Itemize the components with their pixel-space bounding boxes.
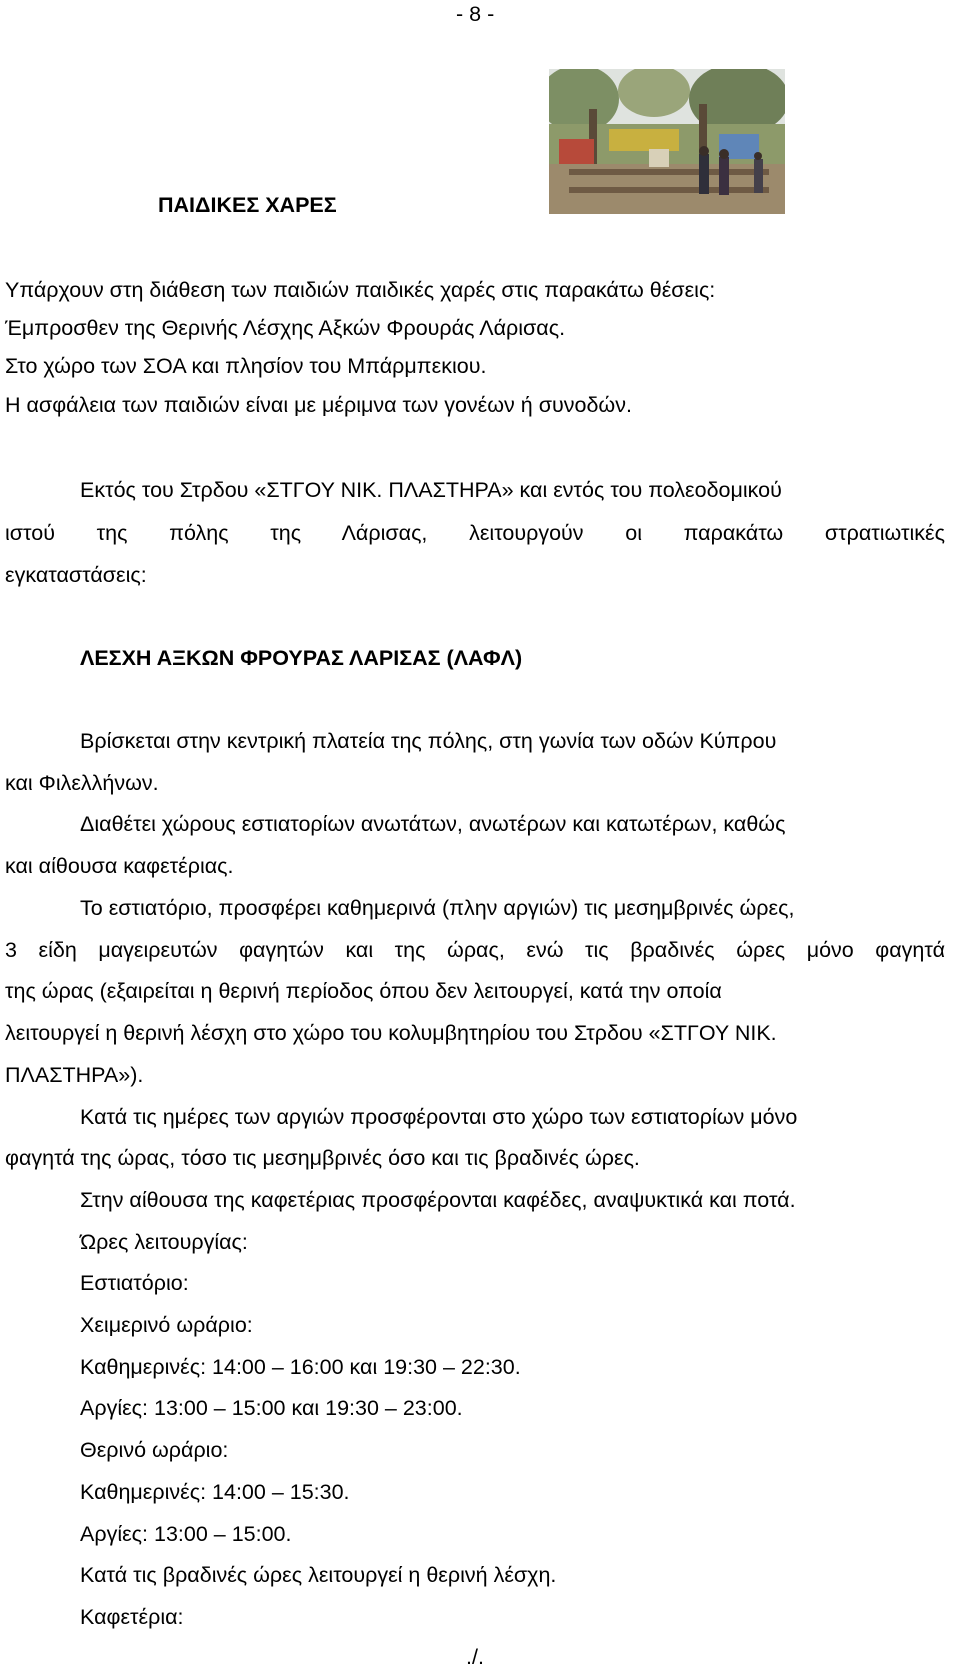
body-line: Καφετέρια: (80, 1605, 184, 1629)
body-line: λειτουργεί η θερινή λέσχη στο χώρο του κολυμβητηρίου του Στρδου «ΣΤΓΟΥ ΝΙΚ. (5, 1021, 777, 1045)
body-line: Το εστιατόριο, προσφέρει καθημερινά (πλην αργιών) τις μεσημβρινές ώρες, (80, 896, 795, 920)
playgrounds-line: Έμπροσθεν της Θερινής Λέσχης Αξκών Φρουράς Λάρισας. (5, 316, 566, 340)
continuation-mark: ./. (466, 1645, 484, 1669)
body-line: Χειμερινό ωράριο: (80, 1313, 253, 1337)
body-line: Αργίες: 13:00 – 15:00 και 19:30 – 23:00. (80, 1396, 463, 1420)
body-line: Αργίες: 13:00 – 15:00. (80, 1522, 292, 1546)
playground-photo (549, 69, 785, 214)
body-line: Βρίσκεται στην κεντρική πλατεία της πόλης, στη γωνία των οδών Κύπρου (80, 729, 777, 753)
body-line: Κατά τις ημέρες των αργιών προσφέρονται στο χώρο των εστιατορίων μόνο (80, 1105, 798, 1129)
body-line: Θερινό ωράριο: (80, 1438, 229, 1462)
body-line: φαγητά της ώρας, τόσο τις μεσημβρινές όσο και τις βραδινές ώρες. (5, 1146, 640, 1170)
body-line: ΠΛΑΣΤΗΡΑ»). (5, 1063, 144, 1087)
heading-playgrounds: ΠΑΙΔΙΚΕΣ ΧΑΡΕΣ (158, 193, 337, 217)
body-line: και αίθουσα καφετέριας. (5, 854, 234, 878)
intro-line: εγκαταστάσεις: (5, 563, 147, 587)
body-line: 3 είδη μαγειρευτών φαγητών και της ώρας, ενώ τις βραδινές ώρες μόνο φαγητά (5, 938, 945, 962)
body-line: Εστιατόριο: (80, 1271, 189, 1295)
body-line: Κατά τις βραδινές ώρες λειτουργεί η θερινή λέσχη. (80, 1563, 557, 1587)
page-number: - 8 - (456, 2, 495, 26)
playgrounds-line: Η ασφάλεια των παιδιών είναι με μέριμνα των γονέων ή συνοδών. (5, 393, 632, 417)
playgrounds-line: Υπάρχουν στη διάθεση των παιδιών παιδικές χαρές στις παρακάτω θέσεις: (5, 278, 716, 302)
body-line: Στην αίθουσα της καφετέριας προσφέρονται καφέδες, αναψυκτικά και ποτά. (80, 1188, 796, 1212)
intro-line: ιστού της πόλης της Λάρισας, λειτουργούν οι παρακάτω στρατιωτικές (5, 521, 945, 545)
intro-line: Εκτός του Στρδου «ΣΤΓΟΥ ΝΙΚ. ΠΛΑΣΤΗΡΑ» και εντός του πολεοδομικού (80, 478, 782, 502)
heading-club: ΛΕΣΧΗ ΑΞΚΩΝ ΦΡΟΥΡΑΣ ΛΑΡΙΣΑΣ (ΛΑΦΛ) (80, 646, 523, 670)
body-line: Καθημερινές: 14:00 – 16:00 και 19:30 – 22:30. (80, 1355, 521, 1379)
playgrounds-line: Στο χώρο των ΣΟΑ και πλησίον του Μπάρμπεκιου. (5, 354, 487, 378)
body-line: της ώρας (εξαιρείται η θερινή περίοδος όπου δεν λειτουργεί, κατά την οποία (5, 979, 722, 1003)
body-line: Διαθέτει χώρους εστιατορίων ανωτάτων, ανωτέρων και κατωτέρων, καθώς (80, 812, 786, 836)
body-line: και Φιλελλήνων. (5, 771, 159, 795)
body-line: Καθημερινές: 14:00 – 15:30. (80, 1480, 350, 1504)
body-line: Ώρες λειτουργίας: (80, 1230, 248, 1254)
